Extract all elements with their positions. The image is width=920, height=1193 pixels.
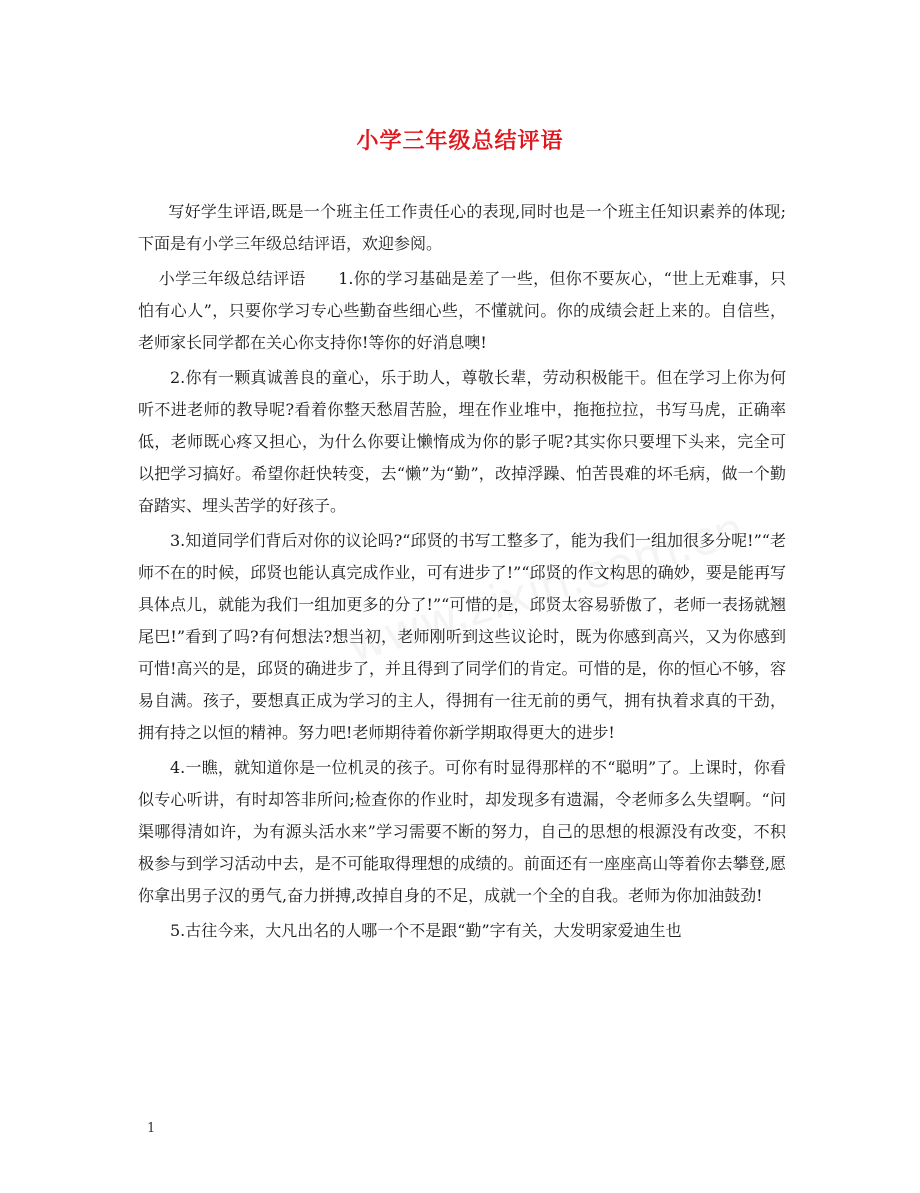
comment-paragraph-2: 2.你有一颗真诚善良的童心，乐于助人，尊敬长辈，劳动积极能干。但在学习上你为何听不进老师的教导呢?看着你整天愁眉苦脸，埋在作业堆中，拖拖拉拉，书写马虎，正确率低，老师既心疼又担心，为什么你要让懒惰成为你的影子呢?其实你只要埋下头来，完全可以把学习搞好。希望你赶快转变，去“懒”为“勤”，改掉浮躁、怕苦畏难的坏毛病，做一个勤奋踏实、埋头苦学的好孩子。 <box>138 368 786 515</box>
page-number: 1 <box>147 1121 156 1136</box>
document-title: 小学三年级总结评语 <box>356 128 564 154</box>
comment-paragraph-1: 小学三年级总结评语 1.你的学习基础是差了一些，但你不要灰心，“世上无难事，只怕有心人”，只要你学习专心些勤奋些细心些，不懂就问。你的成绩会赶上来的。自信些，老师家长同学都在关心你支持你!等你的好消息噢! <box>138 269 786 352</box>
intro-paragraph: 写好学生评语,既是一个班主任工作责任心的表现,同时也是一个班主任知识素养的体现;下面是有小学三年级总结评语，欢迎参阅。 <box>138 202 786 253</box>
comment-paragraph-4: 4.一瞧，就知道你是一位机灵的孩子。可你有时显得那样的不“聪明”了。上课时，你看似专心听讲，有时却答非所问;检查你的作业时，却发现多有遗漏，令老师多么失望啊。“问渠哪得清如许，为有源头活水来”学习需要不断的努力，自己的思想的根源没有改变，不积极参与到学习活动中去，是不可能取得理想的成绩的。前面还有一座座高山等着你去攀登,愿你拿出男子汉的勇气,奋力拼搏,改掉自身的不足，成就一个全的自我。老师为你加油鼓劲! <box>138 758 786 905</box>
document-body <box>138 196 786 950</box>
comment-paragraph-3: 3.知道同学们背后对你的议论吗?“邱贤的书写工整多了，能为我们一组加很多分呢!”“老师不在的时候，邱贤也能认真完成作业，可有进步了!”“邱贤的作文构思的确妙，要是能再写具体点儿，就能为我们一组加更多的分了!”“可惜的是，邱贤太容易骄傲了，老师一表扬就翘尾巴!”看到了吗?有何想法?想当初，老师刚听到这些议论时，既为你感到高兴，又为你感到可惜!高兴的是，邱贤的确进步了，并且得到了同学们的肯定。可惜的是，你的恒心不够，容易自满。孩子，要想真正成为学习的主人，得拥有一往无前的勇气，拥有执着求真的干劲，拥有持之以恒的精神。努力吧!老师期待着你新学期取得更大的进步! <box>138 531 786 742</box>
comment-paragraph-5: 5.古往今来，大凡出名的人哪一个不是跟“勤”字有关，大发明家爱迪生也 <box>170 921 682 940</box>
